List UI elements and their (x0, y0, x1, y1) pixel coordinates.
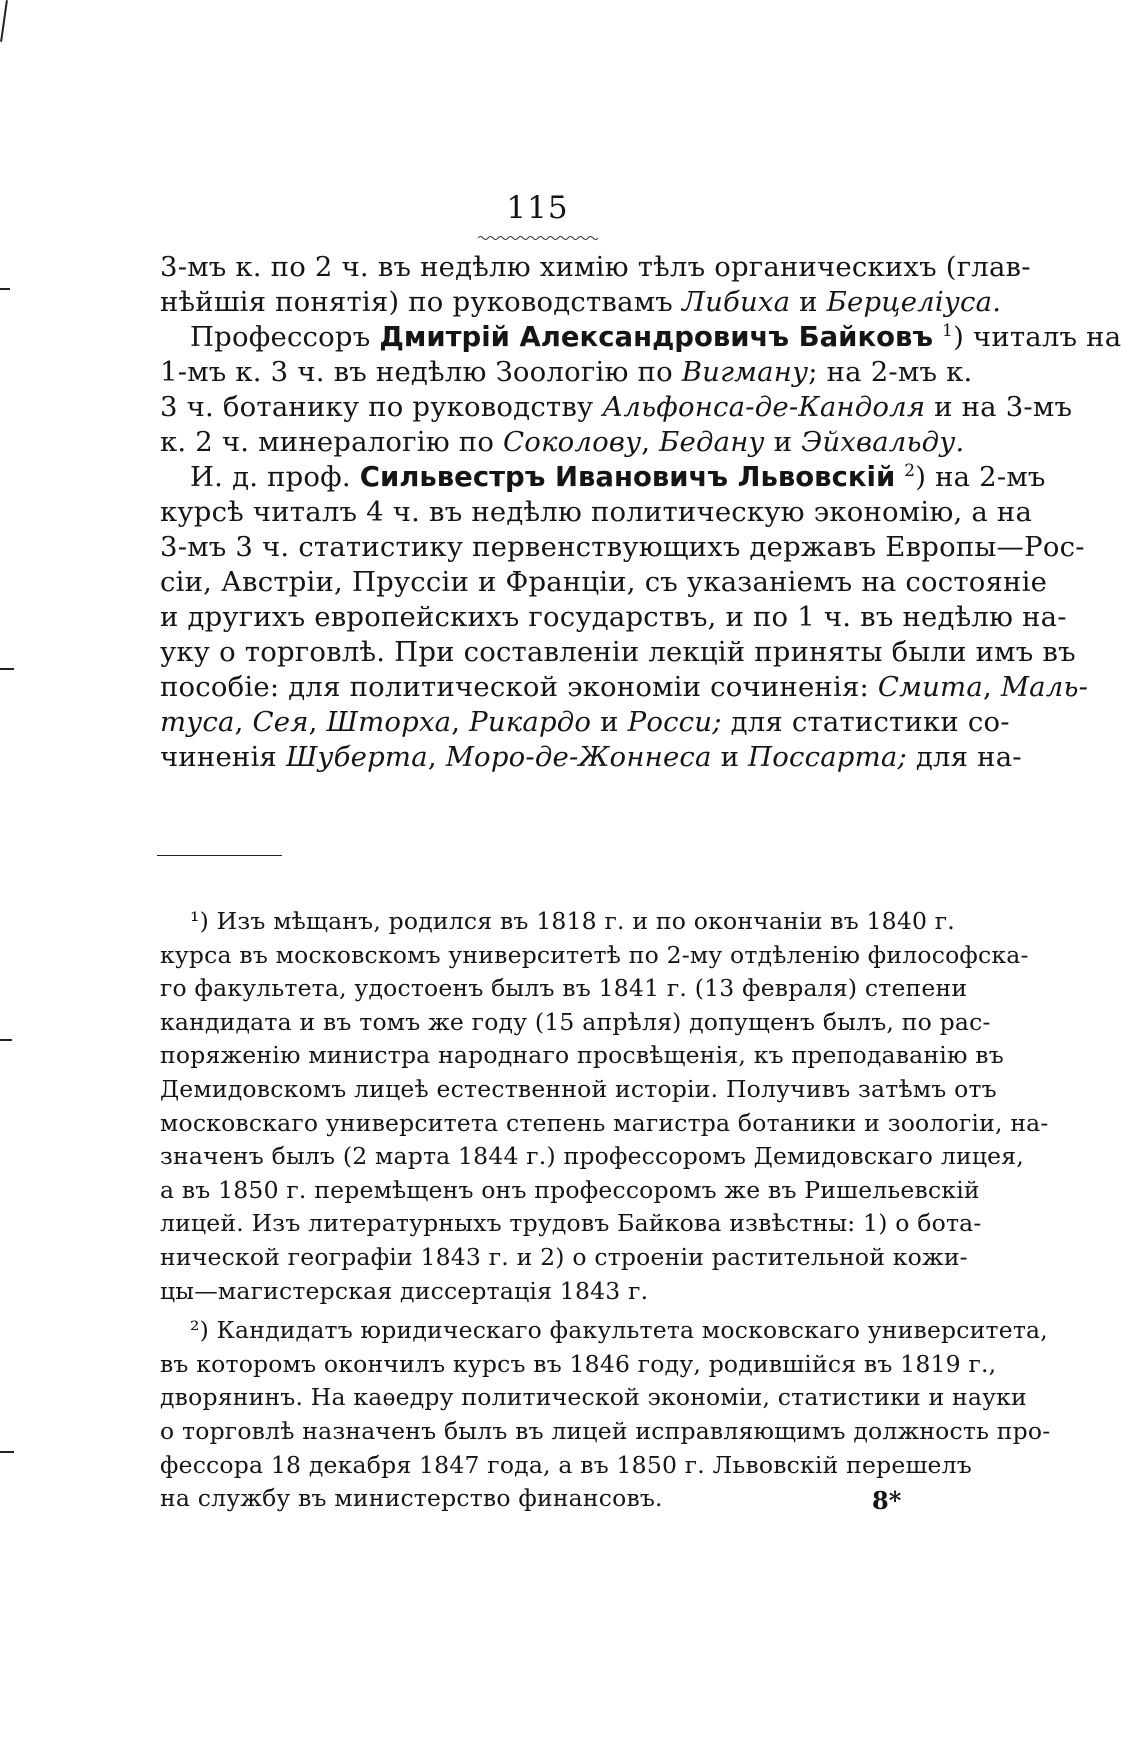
footnote-line: ¹) Изъ мѣщанъ, родился въ 1818 г. и по окончаніи въ 1840 г. (190, 907, 955, 935)
footnote-separator (157, 855, 282, 856)
text-run: , (427, 741, 446, 773)
text-run: чиненія (160, 741, 286, 773)
italic-author: Сея (252, 706, 309, 738)
footnote-line: дворянинъ. На каѳедру политической экономіи, статистики и науки (160, 1383, 1027, 1412)
text-line (160, 670, 1089, 705)
text-line (160, 495, 1033, 530)
text-run: уку о торговлѣ. При составленіи лекцій приняты были имъ въ (160, 636, 1076, 668)
footnote-line: московскаго университета степень магистра ботаники и зоологіи, на- (160, 1108, 1049, 1137)
text-run: ) читалъ на (953, 321, 1122, 353)
page-number-wavy-underline (478, 235, 598, 241)
text-run (895, 461, 904, 493)
text-run: для на- (906, 741, 1022, 773)
footnote-line: курса въ московскомъ университетѣ по 2-му отдѣленію философска- (160, 940, 1029, 969)
footnote-line: Демидовскомъ лицеѣ естественной исторіи. Получивъ затѣмъ отъ (160, 1074, 997, 1103)
footnote-line: въ которомъ окончилъ курсъ въ 1846 году, родившійся въ 1819 г., (160, 1349, 997, 1378)
text-run: , (641, 426, 660, 458)
text-run: 3 ч. ботанику по руководству (160, 391, 603, 423)
text-run: нѣйшія понятія) по руководствамъ (160, 286, 682, 318)
text-run: 3-мъ к. по 2 ч. въ недѣлю химію тѣлъ органическихъ (глав- (160, 251, 1031, 283)
italic-author: Моро-де-Жоннеса (445, 741, 712, 773)
text-line (160, 565, 1048, 600)
footnote-line: лицей. Изъ литературныхъ трудовъ Байкова извѣстны: 1) о бота- (160, 1209, 982, 1238)
margin-tick (0, 1451, 14, 1453)
text-run: , (308, 706, 327, 738)
text-run: и (591, 706, 628, 738)
italic-author: Бедану (659, 426, 765, 458)
text-run: , (234, 706, 253, 738)
italic-author: Поссарта; (748, 741, 907, 773)
text-run: для статистики со- (721, 706, 1010, 738)
italic-author: Шуберта (285, 741, 428, 773)
text-run: 3-мъ 3 ч. статистику первенствующихъ державъ Европы—Рос- (160, 531, 1085, 563)
text-run: и на 3-мъ (925, 391, 1073, 423)
margin-tick (0, 668, 14, 670)
footnote-line: го факультета, удостоенъ былъ въ 1841 г. (13 февраля) степени (160, 974, 968, 1003)
main-text-body (160, 250, 1122, 775)
italic-author: Соколову (503, 426, 642, 458)
text-line (160, 285, 1002, 320)
footnote-ref: 1 (942, 320, 954, 341)
text-run: , (982, 671, 1001, 703)
footnote-line: кандидата и въ томъ же году (15 апрѣля) допущенъ былъ, по рас- (160, 1007, 991, 1036)
footnote-line: на службу въ министерство финансовъ. (160, 1484, 663, 1513)
text-run: сіи, Австріи, Пруссіи и Франціи, съ указаніемъ на состояніе (160, 566, 1048, 598)
page-header (475, 190, 600, 245)
text-line (160, 390, 1073, 425)
bold-name: Сильвестръ Ивановичъ Львовскій (359, 461, 896, 493)
footnote-line: значенъ былъ (2 марта 1844 г.) профессоромъ Демидовскаго лицея, (160, 1142, 1024, 1171)
margin-tick (0, 1039, 12, 1041)
text-run: , (451, 706, 470, 738)
footnotes (160, 905, 1051, 1516)
footnote-1 (160, 905, 1049, 1308)
italic-author: туса (160, 706, 235, 738)
footnote-line: поряженію министра народнаго просвѣщенія, къ преподаванію въ (160, 1041, 1004, 1070)
text-line (160, 320, 1122, 355)
italic-author: Эйхвальду. (801, 426, 965, 458)
footnote-line: нической географіи 1843 г. и 2) о строеніи растительной кожи- (160, 1242, 968, 1271)
italic-author: Берцеліуса. (826, 286, 1002, 318)
italic-author: Маль- (1000, 671, 1089, 703)
text-run: ) на 2-мъ (915, 461, 1046, 493)
text-run: и другихъ европейскихъ государствъ, и по 1 ч. въ недѣлю на- (160, 601, 1067, 633)
text-run: 1-мъ к. 3 ч. въ недѣлю Зоологію по (160, 356, 682, 388)
text-run: и (711, 741, 749, 773)
text-line (160, 705, 1010, 740)
footnote-ref: 2 (904, 460, 916, 481)
italic-author: Шторха (326, 706, 452, 738)
text-run: курсѣ читалъ 4 ч. въ недѣлю политическую экономію, а на (160, 496, 1033, 528)
text-run: и (764, 426, 802, 458)
italic-author: Вигману (681, 356, 809, 388)
text-run: Профессоръ (190, 321, 380, 353)
page-number: 115 (506, 190, 569, 226)
italic-author: Альфонса-де-Кандоля (602, 391, 926, 423)
footnote-line: ²) Кандидатъ юридическаго факультета московскаго университета, (190, 1316, 1048, 1345)
text-run: и (790, 286, 827, 318)
text-run: И. д. проф. (190, 461, 360, 493)
text-line (160, 425, 965, 460)
italic-author: Рикардо (469, 706, 592, 738)
text-line (160, 600, 1067, 635)
footnote-line: о торговлѣ назначенъ былъ въ лицей исправляющимъ должность про- (160, 1416, 1051, 1445)
text-line (160, 250, 1031, 285)
margin-tick (0, 288, 10, 290)
text-run: пособіе: для политической экономіи сочиненія: (160, 671, 878, 703)
text-line (160, 635, 1076, 670)
signature-mark: 8* (872, 1486, 902, 1515)
text-line (160, 460, 1046, 495)
footnote-line: фессора 18 декабря 1847 года, а въ 1850 г. Львовскій перешелъ (160, 1450, 972, 1479)
italic-author: Смита (877, 671, 983, 703)
text-run: к. 2 ч. минералогію по (160, 426, 504, 458)
italic-author: Росси; (627, 706, 722, 738)
text-line (160, 740, 1022, 775)
margin-tick-top (0, 0, 8, 42)
text-run (933, 321, 942, 353)
text-line (160, 355, 973, 390)
text-line (160, 530, 1085, 565)
text-run: ; на 2-мъ к. (808, 356, 973, 388)
footnote-line: цы—магистерская диссертація 1843 г. (160, 1276, 649, 1305)
italic-author: Либиха (681, 286, 791, 318)
bold-name: Дмитрій Александровичъ Байковъ (379, 321, 934, 353)
footnote-line: а въ 1850 г. перемѣщенъ онъ профессоромъ же въ Ришельевскій (160, 1175, 980, 1204)
footnote-2 (160, 1314, 1051, 1516)
